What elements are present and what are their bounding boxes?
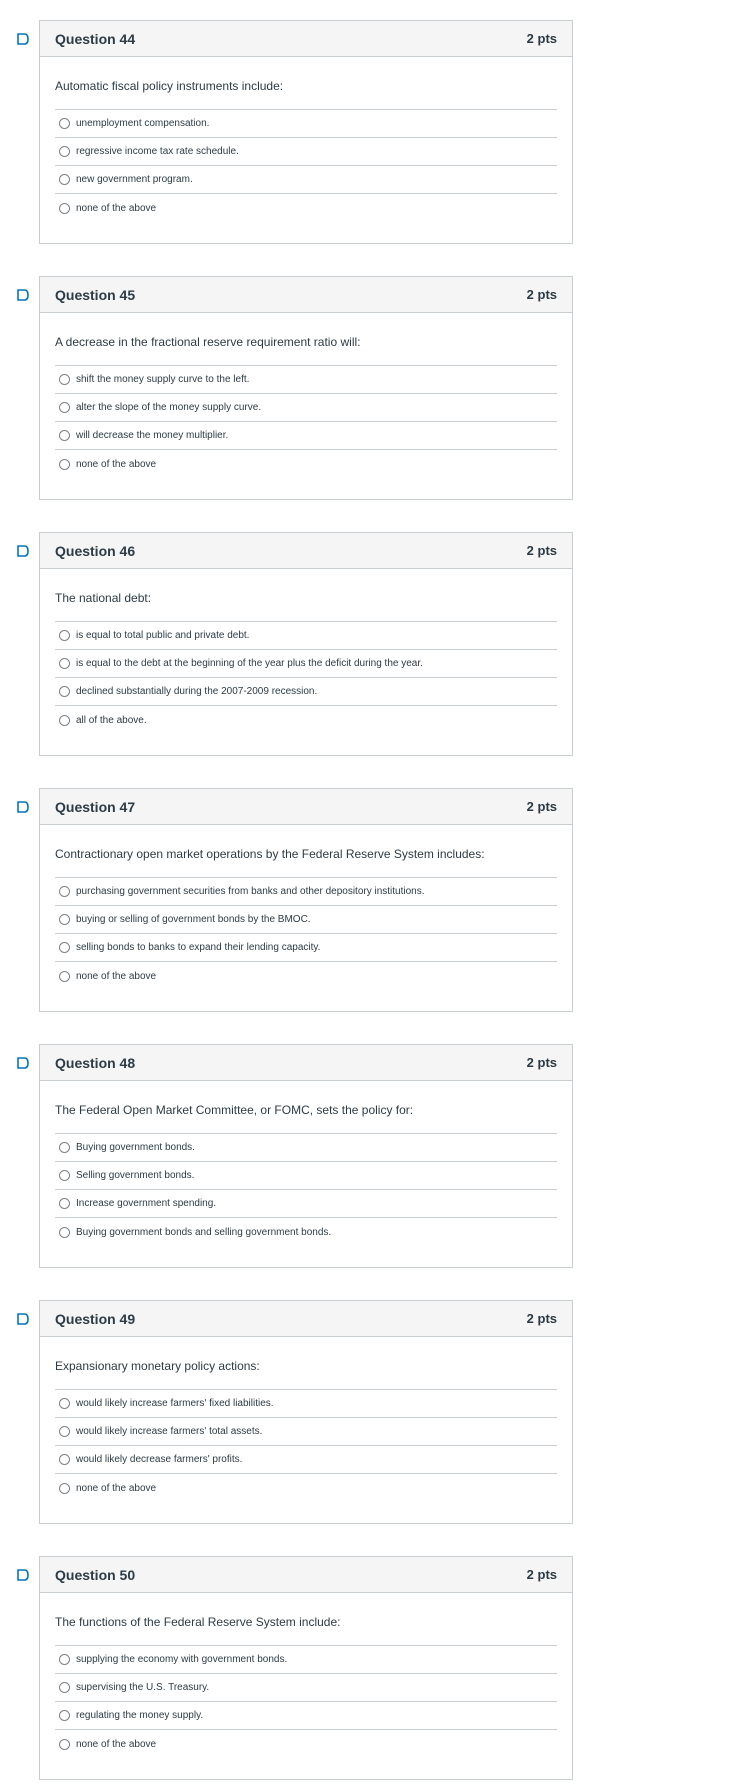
radio-button[interactable] (59, 203, 70, 214)
answer-option[interactable] (55, 1702, 557, 1730)
answer-label: none of the above (76, 970, 157, 982)
answer-option[interactable] (55, 1418, 557, 1446)
answer-label: unemployment compensation. (76, 118, 210, 129)
flag-question-icon[interactable] (16, 1312, 30, 1326)
answer-option[interactable] (55, 650, 557, 678)
answer-option[interactable] (55, 1390, 557, 1418)
question-text: Expansionary monetary policy actions: (55, 1359, 260, 1373)
answer-label: buying or selling of government bonds by the BMOC. (76, 914, 311, 925)
radio-button[interactable] (59, 971, 70, 982)
radio-button[interactable] (59, 1483, 70, 1494)
question-card-44 (39, 20, 573, 244)
answer-option[interactable] (55, 1646, 557, 1674)
radio-button[interactable] (59, 1227, 70, 1238)
answer-option[interactable] (55, 194, 557, 222)
answer-label: would likely increase farmers' total assets. (76, 1426, 263, 1437)
answer-option[interactable] (55, 1134, 557, 1162)
question-card-49 (39, 1300, 573, 1524)
question-title: Question 45 (55, 286, 136, 303)
answer-label: is equal to total public and private debt. (76, 630, 250, 641)
answer-label: Buying government bonds and selling government bonds. (76, 1226, 332, 1238)
answer-option[interactable] (55, 934, 557, 962)
radio-button[interactable] (59, 715, 70, 726)
question-text: Contractionary open market operations by the Federal Reserve System includes: (55, 847, 485, 861)
radio-button[interactable] (59, 1682, 70, 1693)
flag-question-icon[interactable] (16, 544, 30, 558)
answer-label: supplying the economy with government bonds. (76, 1654, 288, 1665)
flag-question-icon[interactable] (16, 32, 30, 46)
answer-option[interactable] (55, 394, 557, 422)
radio-button[interactable] (59, 1654, 70, 1665)
question-header (40, 533, 572, 569)
radio-button[interactable] (59, 630, 70, 641)
answer-option[interactable] (55, 1446, 557, 1474)
answer-option[interactable] (55, 878, 557, 906)
question-card-45 (39, 276, 573, 500)
answer-option[interactable] (55, 1474, 557, 1502)
answer-label: declined substantially during the 2007-2009 recession. (76, 686, 318, 697)
answer-option[interactable] (55, 1218, 557, 1246)
answer-option[interactable] (55, 622, 557, 650)
radio-button[interactable] (59, 402, 70, 413)
question-points: 2 pts (526, 287, 557, 302)
answer-list (55, 1389, 557, 1502)
answer-option[interactable] (55, 906, 557, 934)
answer-option[interactable] (55, 366, 557, 394)
answer-label: all of the above. (76, 714, 147, 726)
question-card-50 (39, 1556, 573, 1780)
answer-label: will decrease the money multiplier. (76, 430, 229, 441)
radio-button[interactable] (59, 146, 70, 157)
answer-option[interactable] (55, 110, 557, 138)
answer-option[interactable] (55, 706, 557, 734)
radio-button[interactable] (59, 686, 70, 697)
flag-question-icon[interactable] (16, 1056, 30, 1070)
radio-button[interactable] (59, 1454, 70, 1465)
question-header (40, 789, 572, 825)
answer-option[interactable] (55, 1730, 557, 1758)
answer-label: regulating the money supply. (76, 1710, 204, 1721)
question-header (40, 21, 572, 57)
answer-label: none of the above (76, 1482, 157, 1494)
radio-button[interactable] (59, 174, 70, 185)
question-points: 2 pts (526, 543, 557, 558)
question-points: 2 pts (526, 1055, 557, 1070)
question-title: Question 50 (55, 1566, 136, 1583)
question-header (40, 1557, 572, 1593)
question-card-46 (39, 532, 573, 756)
answer-option[interactable] (55, 450, 557, 478)
question-title: Question 44 (55, 30, 136, 47)
flag-question-icon[interactable] (16, 288, 30, 302)
question-points: 2 pts (526, 1567, 557, 1582)
answer-option[interactable] (55, 962, 557, 990)
question-card-47 (39, 788, 573, 1012)
answer-list (55, 1645, 557, 1758)
answer-list (55, 109, 557, 222)
answer-label: none of the above (76, 1738, 157, 1750)
answer-label: selling bonds to banks to expand their lending capacity. (76, 942, 321, 953)
answer-list (55, 365, 557, 478)
answer-option[interactable] (55, 422, 557, 450)
answer-option[interactable] (55, 1162, 557, 1190)
answer-list (55, 621, 557, 734)
question-points: 2 pts (526, 31, 557, 46)
answer-label: shift the money supply curve to the left. (76, 374, 250, 385)
answer-label: supervising the U.S. Treasury. (76, 1682, 210, 1693)
answer-label: none of the above (76, 458, 157, 470)
answer-label: purchasing government securities from banks and other depository institutions. (76, 886, 425, 897)
answer-option[interactable] (55, 1190, 557, 1218)
question-title: Question 46 (55, 542, 136, 559)
question-title: Question 47 (55, 798, 136, 815)
answer-label: regressive income tax rate schedule. (76, 146, 239, 157)
radio-button[interactable] (59, 1142, 70, 1153)
radio-button[interactable] (59, 430, 70, 441)
answer-option[interactable] (55, 678, 557, 706)
question-text: The functions of the Federal Reserve System include: (55, 1615, 341, 1629)
radio-button[interactable] (59, 886, 70, 897)
answer-list (55, 1133, 557, 1246)
question-text: The Federal Open Market Committee, or FOMC, sets the policy for: (55, 1103, 414, 1117)
answer-option[interactable] (55, 166, 557, 194)
answer-label: none of the above (76, 202, 157, 214)
question-points: 2 pts (526, 1311, 557, 1326)
question-header (40, 1045, 572, 1081)
answer-label: is equal to the debt at the beginning of the year plus the deficit during the year. (76, 658, 423, 669)
question-points: 2 pts (526, 799, 557, 814)
radio-button[interactable] (59, 374, 70, 385)
radio-button[interactable] (59, 1170, 70, 1181)
radio-button[interactable] (59, 459, 70, 470)
radio-button[interactable] (59, 1398, 70, 1409)
question-text: Automatic fiscal policy instruments include: (55, 79, 284, 93)
answer-label: Buying government bonds. (76, 1142, 195, 1153)
question-header (40, 1301, 572, 1337)
answer-label: Selling government bonds. (76, 1170, 195, 1181)
answer-label: new government program. (76, 174, 193, 185)
radio-button[interactable] (59, 658, 70, 669)
radio-button[interactable] (59, 1739, 70, 1750)
flag-question-icon[interactable] (16, 1568, 30, 1582)
radio-button[interactable] (59, 118, 70, 129)
radio-button[interactable] (59, 942, 70, 953)
question-card-48 (39, 1044, 573, 1268)
answer-list (55, 877, 557, 990)
radio-button[interactable] (59, 1710, 70, 1721)
answer-label: would likely increase farmers' fixed liabilities. (76, 1398, 274, 1409)
flag-question-icon[interactable] (16, 800, 30, 814)
radio-button[interactable] (59, 1426, 70, 1437)
answer-label: would likely decrease farmers' profits. (76, 1454, 243, 1465)
answer-label: Increase government spending. (76, 1198, 217, 1209)
answer-label: alter the slope of the money supply curve. (76, 402, 262, 413)
question-title: Question 49 (55, 1310, 136, 1327)
radio-button[interactable] (59, 1198, 70, 1209)
answer-option[interactable] (55, 138, 557, 166)
question-title: Question 48 (55, 1054, 136, 1071)
answer-option[interactable] (55, 1674, 557, 1702)
question-text: The national debt: (55, 591, 152, 605)
question-header (40, 277, 572, 313)
question-text: A decrease in the fractional reserve requirement ratio will: (55, 335, 361, 349)
radio-button[interactable] (59, 914, 70, 925)
